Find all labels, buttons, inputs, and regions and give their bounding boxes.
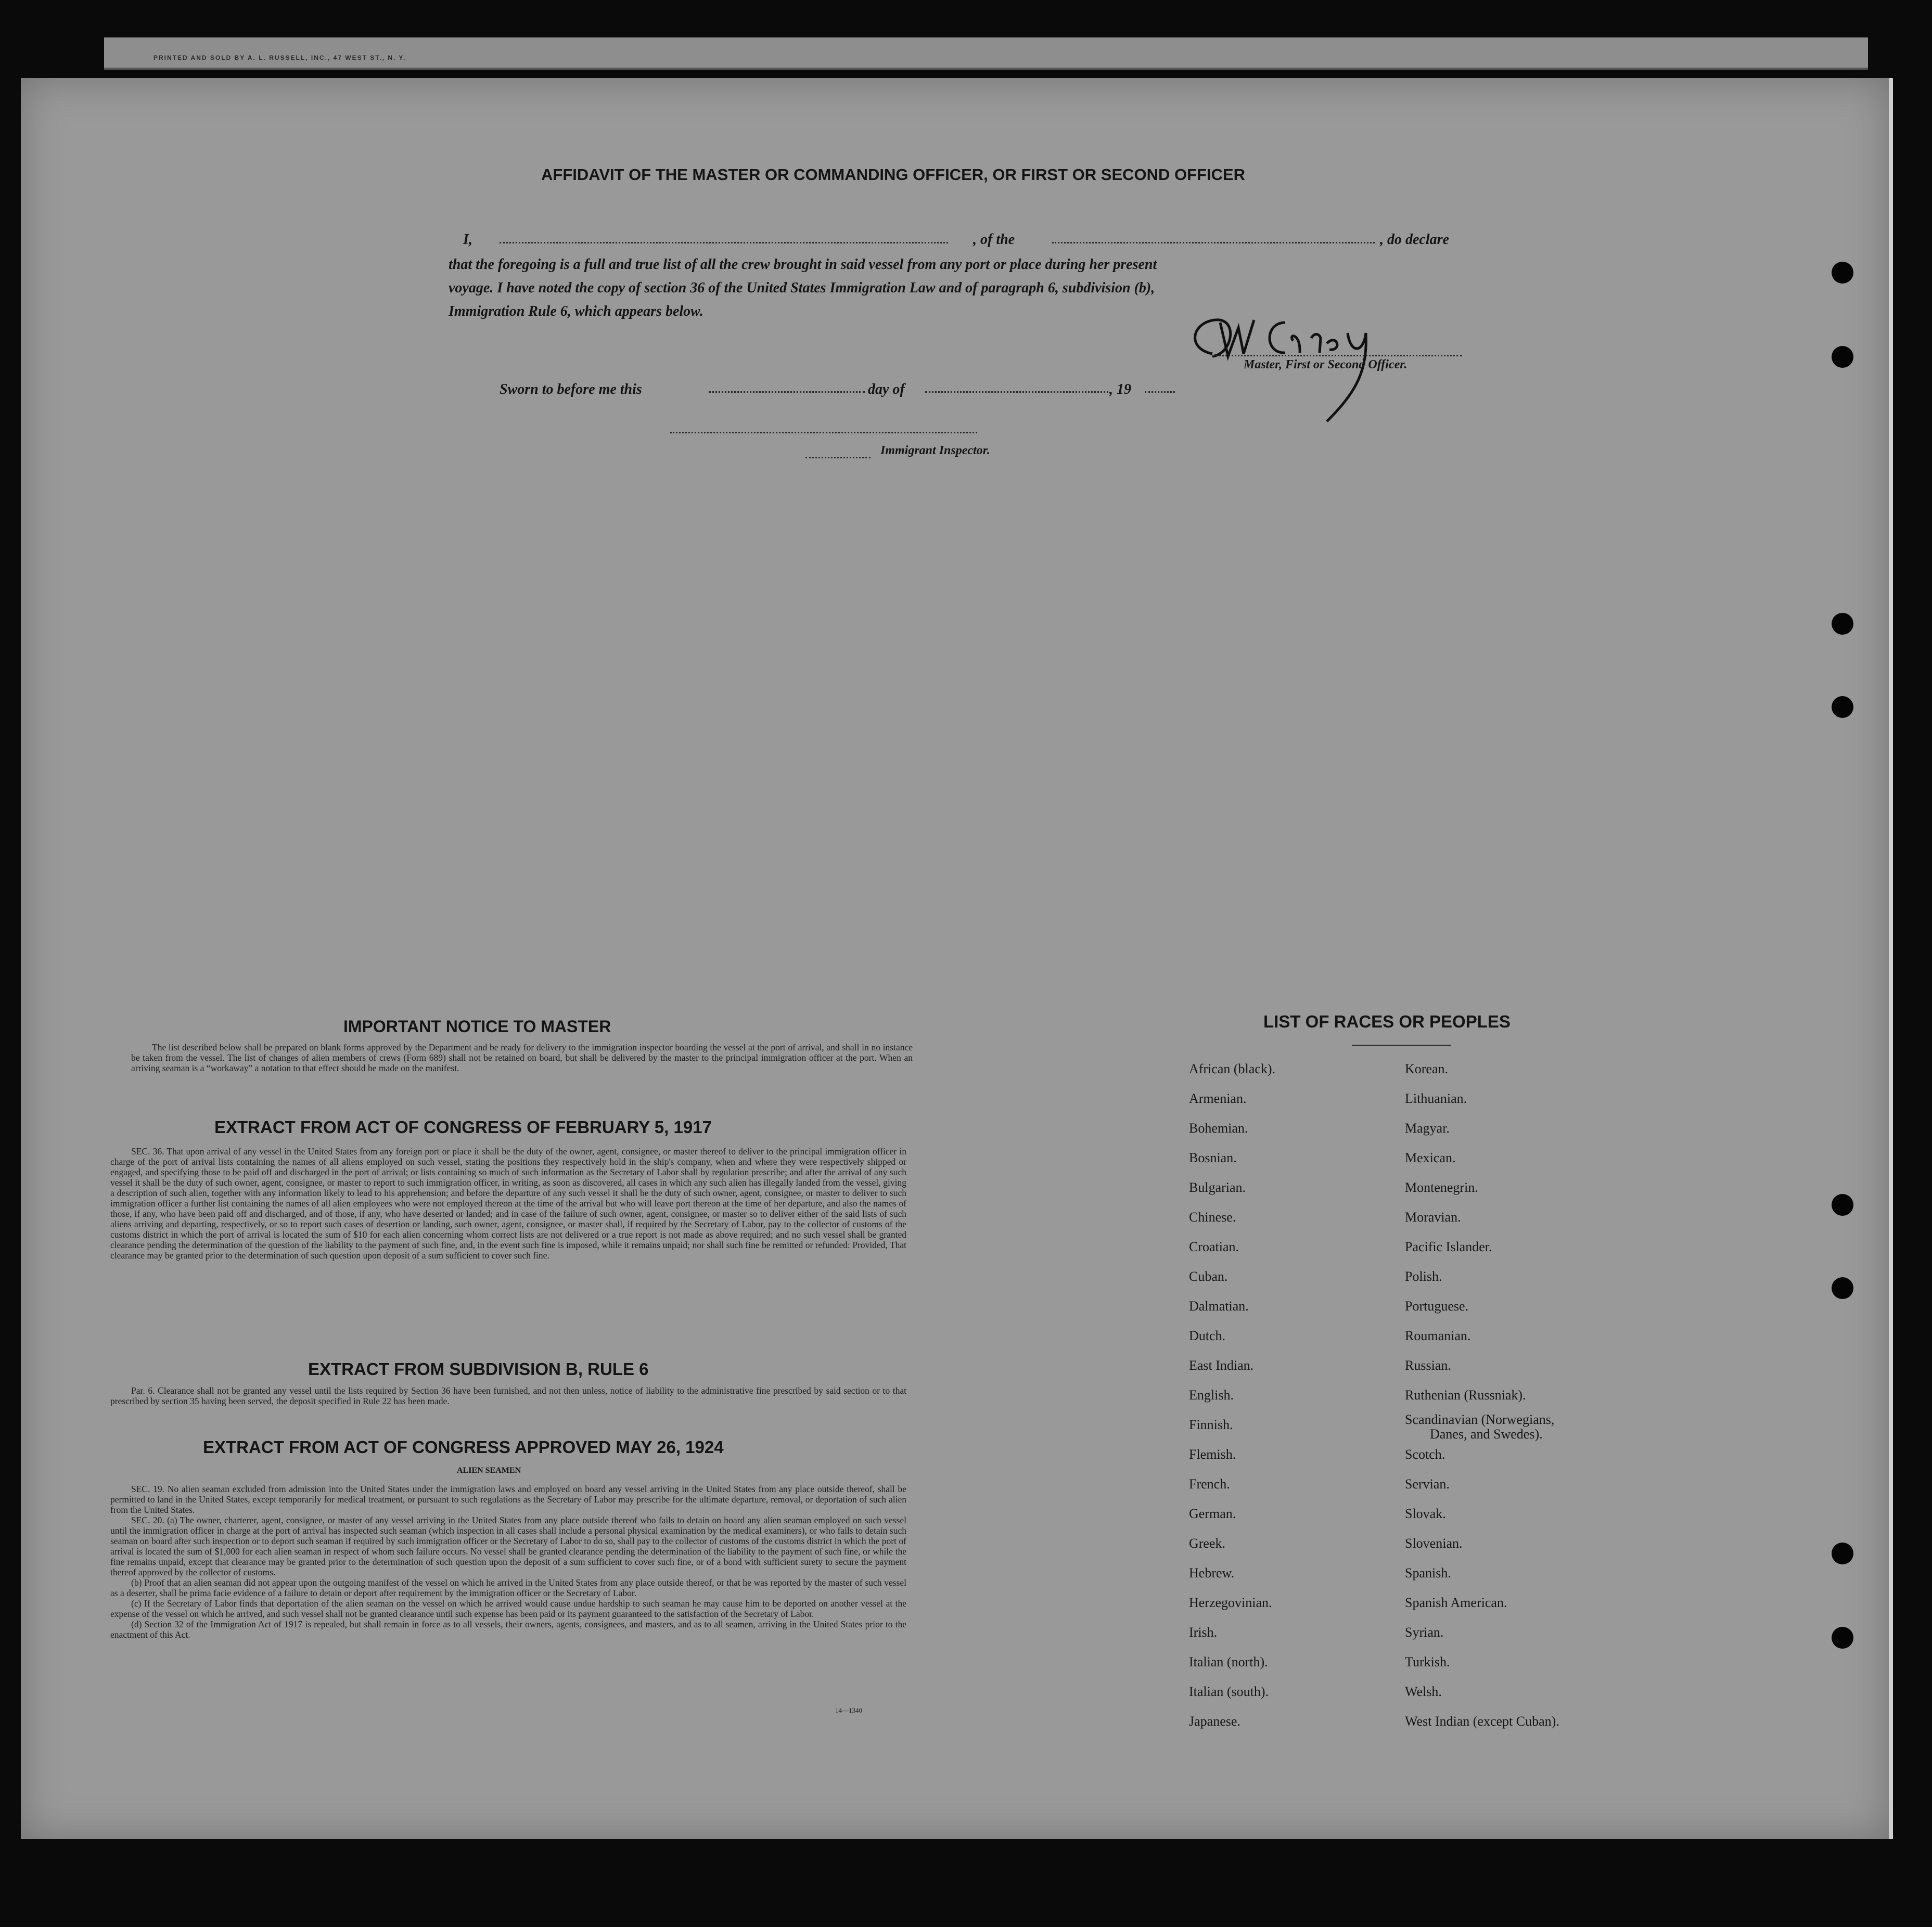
race-item: Russian. [1405,1358,1451,1373]
race-item: Servian. [1405,1476,1450,1492]
rule6-text [110,1385,906,1406]
sworn-day-field[interactable] [709,391,865,393]
printer-strip [104,37,1868,70]
race-item: Lithuanian. [1405,1091,1467,1106]
race-item: Ruthenian (Russniak). [1405,1388,1526,1403]
race-item: Spanish. [1405,1565,1451,1581]
race-item: Bohemian. [1189,1121,1248,1136]
notice-paragraph: The list described below shall be prepared on blank forms approved by the Department and be ready for delivery to the immigration inspector boarding the vessel at the port of arrival, and shall in no instance be taken from the vessel. The list of changes of alien members of crews (Form 689) shall not be retained on board, but shall be delivered by the master to the principal immigration officer at the port. When an arriving seaman is a “workaway” a notation to that effect should be made on the manifest. [131,1042,913,1073]
extract-1924-subtitle: ALIEN SEAMEN [457,1466,521,1475]
punch-hole-icon [1832,696,1853,718]
sworn-label: Sworn to before me this [500,381,642,397]
affidavit-line-4: Immigration Rule 6, which appears below. [449,303,703,319]
race-item: Italian (north). [1189,1654,1268,1669]
race-item: Chinese. [1189,1210,1236,1225]
race-item: Japanese. [1189,1714,1240,1729]
inspector-caption: Immigrant Inspector. [880,444,990,457]
race-item: Greek. [1189,1536,1226,1551]
race-item: Herzegovinian. [1189,1595,1272,1610]
punch-hole-icon [1832,1194,1853,1216]
race-item: Korean. [1405,1061,1449,1076]
signature-line [1212,355,1462,356]
race-item: Hebrew. [1189,1565,1235,1581]
race-item: Syrian. [1405,1625,1444,1640]
race-item: Danes, and Swedes). [1430,1427,1543,1442]
race-item: Welsh. [1405,1684,1442,1699]
race-item: East Indian. [1189,1358,1254,1373]
race-item: Polish. [1405,1269,1442,1284]
race-item: Bosnian. [1189,1150,1237,1165]
race-item: Bulgarian. [1189,1180,1246,1195]
race-item: Slovenian. [1405,1536,1463,1551]
extract-1917-paragraph: SEC. 36. That upon arrival of any vessel in the United States from any foreign port or place it shall be the duty of the owner, agent, consignee, or master thereof to deliver to the principal immigration officer in charge of the port of arrival lists containing the names of all aliens employed on such vessel, stating the positions they respectively hold in the ship's company, when and where they were respectively shipped or engaged, and specifying those to be paid off and discharged in the port of arrival; or lists containing so much of such information as the Secretary of Labor shall by regulation prescribe; and after the arrival of any such vessel it shall be the duty of such owner, agent, consignee, or master to report to such immigration officer, in writing, as soon as discovered, all cases in which any such alien has illegally landed from the vessel, giving a description of such alien, together with any information likely to lead to his apprehension; and before the departure of any such vessel it shall be the duty of such owner, agent, consignee, or master to deliver to such immigration officer a further list containing the names of all alien employees who were not employed thereon at the time of the arrival but who will leave port thereon at the time of her departure, and also the names of those, if any, who have been paid off and discharged, and of those, if any, who have deserted or landed; and in case of the failure of such owner, agent, consignee, or master so to deliver either of the said lists of such aliens arriving and departing, respectively, or so to report such cases of desertion or landing, such owner, agent, consignee, or master shall, if required by the Secretary of Labor, pay to the collector of customs of the customs district in which the port of arrival is located the sum of $10 for each alien concerning whom correct lists are not delivered or a true report is not made as above required; and no such vessel shall be granted clearance pending the determination of the question of the liability to the payment of such fine, and, in the event such fine is imposed, while it remains unpaid; nor shall such fine be remitted or refunded: Provided, That clearance may be granted prior to the determination of such question upon deposit of a sum sufficient to cover such fine. [110,1146,906,1261]
race-item: English. [1189,1388,1234,1403]
race-item: Armenian. [1189,1091,1247,1106]
race-item: Italian (south). [1189,1684,1269,1699]
race-item: Finnish. [1189,1417,1233,1432]
race-item: Cuban. [1189,1269,1228,1284]
sworn-year-field[interactable] [1145,391,1175,393]
race-item: French. [1189,1476,1230,1492]
race-item: Croatian. [1189,1239,1239,1254]
punch-hole-icon [1832,1277,1853,1299]
race-item: Moravian. [1405,1210,1461,1225]
punch-hole-icon [1832,1543,1853,1564]
affidavit-of-the-label: , of the [973,232,1015,248]
race-item: Slovak. [1405,1506,1446,1521]
officer-name-field[interactable] [500,242,948,243]
sworn-month-field[interactable] [925,391,1108,393]
year-prefix-label: , 19 [1109,381,1131,397]
notice-title: IMPORTANT NOTICE TO MASTER [343,1017,611,1036]
punch-hole-icon [1832,262,1853,284]
race-item: Roumanian. [1405,1328,1471,1343]
extract-1917-text [110,1146,906,1261]
race-item: Montenegrin. [1405,1180,1478,1195]
race-item: Dalmatian. [1189,1299,1249,1314]
race-item: Irish. [1189,1625,1218,1640]
form-number: 14—1340 [835,1706,862,1714]
sec-20c-paragraph: (c) If the Secretary of Labor finds that deportation of the alien seaman on the vessel on which he arrived would cause undue hardship to such seaman he may cause him to be deported on another vessel at the expense of the vessel on which he arrived, and such vessel shall not be granted clearance until such expense has been paid or its payment guaranteed to the satisfaction of the Secretary of Labor. [110,1598,906,1619]
extract-1924-text [110,1484,906,1640]
vessel-name-field[interactable] [1052,242,1375,243]
race-item: West Indian (except Cuban). [1405,1714,1559,1729]
punch-hole-icon [1832,613,1853,635]
signature-caption: Master, First or Second Officer. [1244,358,1408,371]
race-item: Scandinavian (Norwegians, [1405,1412,1555,1427]
affidavit-declare-label: , do declare [1380,232,1449,248]
affidavit-line-2: that the foregoing is a full and true list of all the crew brought in said vessel from any port or place during her present [449,256,1157,273]
printer-line: PRINTED AND SOLD BY A. L. RUSSELL, INC., 47 WEST ST., N. Y. [153,54,406,61]
sec-19-paragraph: SEC. 19. No alien seaman excluded from admission into the United States under the immigration laws and employed on board any vessel arriving in the United States from any place outside thereof, shall be permitted to land in the United States, except temporarily for medical treatment, or pursuant to such regulations as the Secretary of Labor may prescribe for the ultimate departure, removal, or deportation of such alien from the United States. [110,1484,906,1515]
sheet-edge [1889,78,1893,1839]
sec-20a-paragraph: SEC. 20. (a) The owner, charterer, agent, consignee, or master of any vessel arriving in the United States from any place outside thereof who fails to detain on board any alien seaman employed on such vessel until the immigration officer in charge at the port of arrival has inspected such seaman (which inspection in all cases shall include a personal physical examination by the medical examiners), or who fails to detain such seaman on board after such inspection or to deport such seaman if required by such immigration officer or the Secretary of Labor to do so, shall pay to the collector of customs of the customs district in which the port of arrival is located the sum of $1,000 for each alien seaman in respect of whom such failure occurs. No vessel shall be granted clearance pending the determination of the liability to the payment of such fine, or while the fine remains unpaid, except that clearance may be granted prior to the determination of such question upon the deposit of a sum sufficient to cover such fine, or of a bond with sufficient surety to secure the payment thereof approved by the collector of customs. [110,1515,906,1577]
day-of-label: day of [868,381,905,397]
punch-hole-icon [1832,346,1853,368]
race-item: Portuguese. [1405,1299,1469,1314]
race-item: Magyar. [1405,1121,1450,1136]
races-title: LIST OF RACES OR PEOPLES [1263,1012,1511,1031]
race-item: Pacific Islander. [1405,1239,1492,1254]
race-item: Dutch. [1189,1328,1226,1343]
race-item: Flemish. [1189,1447,1236,1462]
race-item: Scotch. [1405,1447,1445,1462]
punch-hole-icon [1832,1627,1853,1649]
race-item: Turkish. [1405,1654,1450,1669]
affidavit-line-3: voyage. I have noted the copy of section 36 of the United States Immigration Law and of paragraph 6, subdivision (b), [449,280,1155,296]
race-item: German. [1189,1506,1236,1521]
affidavit-title: AFFIDAVIT OF THE MASTER OR COMMANDING OFFICER, OR FIRST OR SECOND OFFICER [541,165,1246,184]
notice-text [131,1042,913,1073]
rule6-title: EXTRACT FROM SUBDIVISION B, RULE 6 [308,1359,649,1379]
inspector-signature-line-2 [805,457,871,458]
extract-1924-title: EXTRACT FROM ACT OF CONGRESS APPROVED MAY 26, 1924 [203,1437,724,1457]
rule6-paragraph: Par. 6. Clearance shall not be granted any vessel until the lists required by Section 36 have been furnished, and not then unless, notice of liability to the administrative fine prescribed by said section or to that prescribed by section 35 having been served, the deposit specified in Rule 22 has been made. [110,1385,906,1406]
affidavit-i-label: I, [463,232,472,248]
inspector-signature-line[interactable] [670,432,977,433]
race-item: Mexican. [1405,1150,1456,1165]
race-item: African (black). [1189,1061,1276,1076]
sec-20d-paragraph: (d) Section 32 of the Immigration Act of 1917 is repealed, but shall remain in force as to all vessels, their owners, agents, consignees, and masters, and as to all seamen, arriving in the United States prior to the enactment of this Act. [110,1619,906,1640]
extract-1917-title: EXTRACT FROM ACT OF CONGRESS OF FEBRUARY 5, 1917 [214,1117,712,1137]
sec-20b-paragraph: (b) Proof that an alien seaman did not appear upon the outgoing manifest of the vessel on which he arrived in the United States from any place outside thereof, or that he was reported by the master of such vessel as a deserter, shall be prima facie evidence of a failure to detain or deport after requirement by the immigration officer or the Secretary of Labor. [110,1577,906,1598]
races-title-rule [1352,1045,1451,1046]
race-item: Spanish American. [1405,1595,1507,1610]
